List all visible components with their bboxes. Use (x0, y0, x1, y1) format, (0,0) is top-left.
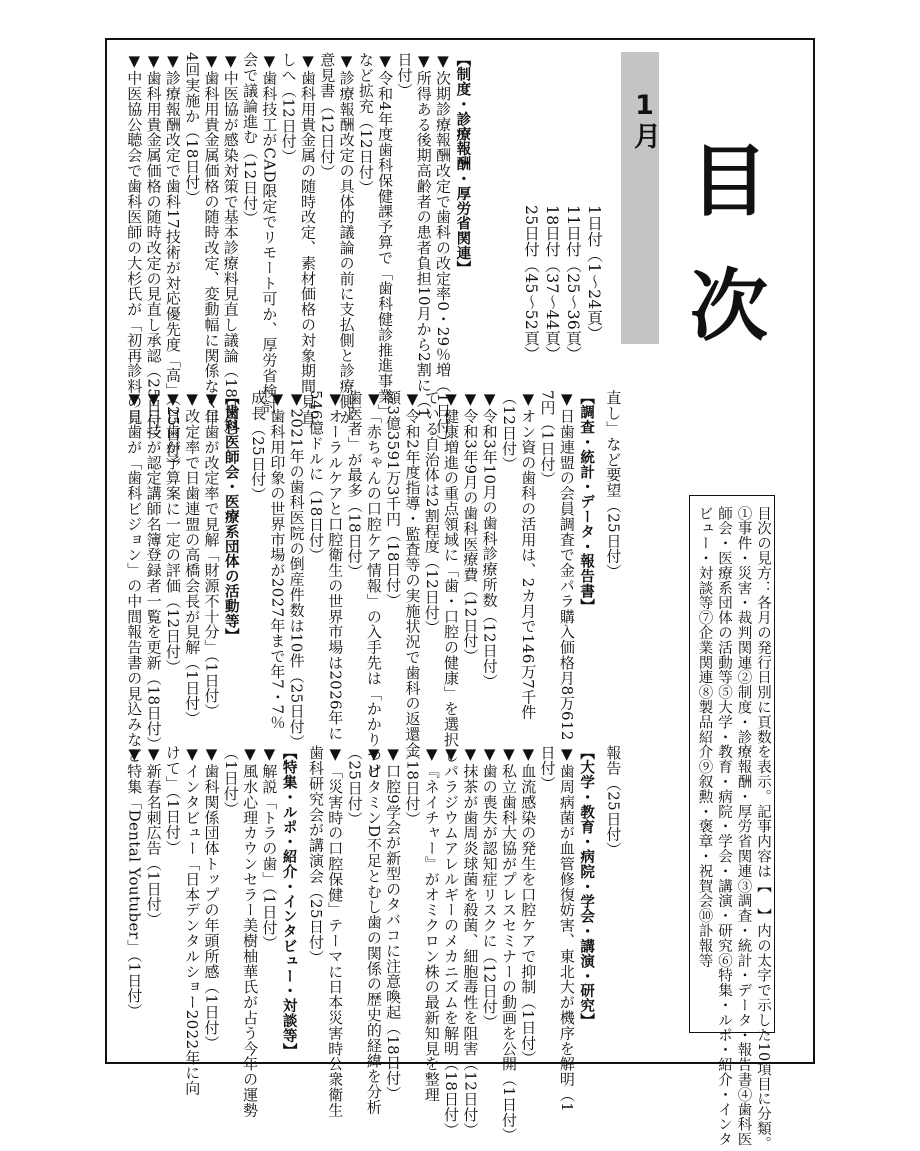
legend-line: ①事件・災害・裁判関連②制度・診療報酬・厚労省関連③調査・統計・データ・報告書④歯科医 (735, 506, 752, 1147)
section-middle (124, 390, 622, 778)
toc-item: ▼中医協が感染対策で基本診療料見直し議論（18日付） (221, 52, 240, 445)
toc-item: 歯医者」が最多（18日付） (345, 390, 364, 580)
toc-item: ▼血流感染の発生を口腔ケアで抑制（1日付） (519, 745, 538, 1066)
legend-line: 目次の見方：各月の発行日別に頁数を表示。記事内容は【 】内の太字で示した10項目に分類。 (755, 506, 771, 1151)
toc-item: ▼次期診療報酬改定で歯科の改定率0・29％増（1日付） (434, 52, 453, 449)
section-heading: 【大学・教育・病院・学会・講演・研究】 (578, 745, 595, 1029)
toc-item: ▼オーラルケアと口腔衛生の世界市場は2026年に (326, 390, 345, 741)
toc-item: ▼日歯連盟の会員調査で金パラ購入価格月8万612 (557, 390, 576, 741)
toc-item: ▼パラジウムアレルギーのメカニズムを解明（18日付） (442, 745, 461, 1138)
toc-item: ▼歯科用貴金属価格の随時改定、変動幅に関係なく年 (202, 52, 221, 425)
issue-item: 18日付（37～44頁） (543, 205, 561, 362)
toc-item: 意見書（12日付） (318, 52, 337, 180)
legend-line: ビュー・対談等⑦企業関連⑧製品紹介⑨叙勲・褒章・祝賀会⑩訃報等 (696, 506, 713, 968)
toc-item: ▼解説「トラの歯」（1日付） (260, 745, 279, 951)
toc-item: ▼診療報酬改定で歯科17技術が対応優先度「高」（25日付） (163, 52, 182, 473)
toc-item: ▼「赤ちゃんの口腔ケア情報」の入手先は「かかりつけ (364, 390, 383, 778)
toc-item: ▼ビタミンD不足とむし歯の関係の歴史的経緯を分析 (364, 745, 383, 1115)
toc-item: ▼診療報酬改定の具体的議論の前に支払側と診療側が (337, 52, 356, 425)
toc-item: 日付） (395, 52, 414, 99)
toc-item: ▼風水心理カウンセラー美樹柚華氏が占う今年の運勢 (241, 745, 260, 1118)
toc-item: ている自治体は2割程度（12日付） (422, 390, 441, 636)
toc-item: 546億ドルに（18日付） (306, 390, 325, 563)
toc-item: ▼口腔9学会が新型のタバコに注意喚起（18日付） (384, 745, 403, 1102)
toc-item: ▼日技が認定講師名簿登録者一覧を更新（18日付） (144, 390, 163, 752)
issue-item: 11日付（25～36頁） (564, 205, 582, 362)
toc-item: 会で議論進む（12日付） (241, 52, 260, 226)
legend-text (694, 506, 772, 1151)
toc-item: ▼中医協公聴会で歯科医師の大杉氏が「初再診料の見 (125, 52, 144, 425)
toc-item: ▼歯科関係団体トップの年頭所感（1日付） (202, 745, 221, 1051)
section-heading: 【特集・ルポ・紹介・インタビュー・対談等】 (280, 745, 297, 1058)
title-char-2: 次 (690, 262, 769, 352)
toc-item: 報告（25日付） (604, 745, 623, 858)
toc-item: ▼令和4年度歯科保健課予算で「歯科健診推進事業」 (376, 52, 395, 420)
issue-item: 25日付（45～52頁） (522, 205, 540, 362)
toc-item: など拡充（12日付） (356, 52, 375, 196)
section-heading: 【制度・診療報酬・厚労省関連】 (454, 52, 471, 276)
toc-item: （12日付） (499, 390, 518, 472)
toc-item: 成長（25日付） (249, 390, 268, 503)
toc-item: ▼歯科用印象の世界市場が2027年まで年7・7％ (268, 390, 287, 730)
toc-item: ▼歯科用貴金属の随時改定、素材価格の対象期間見直 (298, 52, 317, 425)
toc-item: 7円（1日付） (538, 390, 557, 487)
legend-line: 師会・医療系団体の活動等⑤大学・教育・病院・学会・講演・研究⑥特集・ルポ・紹介・インタ (716, 506, 732, 1147)
toc-item: ▼令和3年10月の歯科診療所数（12日付） (480, 390, 499, 690)
toc-item: ▼2021年の歯科医院の倒産件数は10件（25日付） (287, 390, 306, 750)
toc-item: ▼日歯が「歯科ビジョン」の中間報告書の見込みなど (125, 390, 144, 763)
toc-item: 4回実施か（18日付） (183, 52, 202, 206)
toc-item: ▼令和2年度指導・監査等の実施状況で歯科の返還金 (403, 390, 422, 758)
section-bottom (124, 745, 622, 1143)
issue-list (520, 205, 604, 362)
toc-item: 日付） (538, 745, 557, 792)
toc-item: ▼改定率で日歯連盟の高橋会長が見解（1日付） (183, 390, 202, 727)
toc-item: けて」（1日付） (163, 745, 182, 856)
toc-item: ▼『ネイチャー』がオミクロン株の最新知見を整理 (422, 745, 441, 1103)
toc-item: （18日付） (403, 745, 422, 827)
issue-item: 1日付（1～24頁） (585, 205, 603, 342)
toc-item: （1日付） (221, 745, 240, 817)
toc-item: ▼新春名刺広告（1日付） (144, 745, 163, 928)
month-label: 1月 (629, 90, 660, 150)
section-heading: 【調査・統計・データ・報告書】 (578, 390, 595, 614)
toc-item: ▼歯科用貴金属価格の随時改定の見直し承認（25日付） (144, 52, 163, 445)
toc-item: ▼健康増進の重点領域に「歯・口腔の健康」を選択し (442, 390, 461, 763)
toc-item: 額3億3591万3千円（18日付） (384, 390, 403, 609)
toc-item: しへ（12日付） (279, 52, 298, 165)
toc-item: 直し」など要望（25日付） (604, 390, 623, 580)
toc-item: ▼歯科技工がCAD限定でリモート可か、厚労省検討 (260, 52, 279, 414)
title-char-1: 目 (690, 137, 769, 227)
toc-item: ▼日歯が予算案に一定の評価（12日付） (163, 390, 182, 675)
toc-item: ▼私立歯科大協がプレスセミナーの動画を公開（1日付） (499, 745, 518, 1143)
toc-item: （25日付） (345, 745, 364, 827)
toc-item: ▼オン資の歯科の活用は、2カ月で146万7千件 (519, 390, 538, 720)
toc-item: ▼インタビュー「日本デンタルショー2022年に向 (183, 745, 202, 1096)
toc-item: ▼歯の喪失が認知症リスクに（12日付） (480, 745, 499, 1030)
toc-item: ▼令和3年9月の歯科医療費（12日付） (461, 390, 480, 664)
toc-item: ▼抹茶が歯周炎球菌を殺菌、細胞毒性を阻害（12日付） (461, 745, 480, 1138)
toc-item: ▼日歯が改定率で見解「財源不十分」（1日付） (202, 390, 221, 719)
toc-item: ▼特集「Dental Youtuber」（1日付） (125, 745, 144, 1019)
toc-item: 歯科研究会が講演会（25日付） (306, 745, 325, 966)
toc-item: ▼歯周病菌が血管修復妨害、東北大が機序を解明（1 (557, 745, 576, 1113)
toc-item: ▼所得ある後期高齢者の患者負担10月から2割に（1 (414, 52, 433, 419)
toc-item: ▼「災害時の口腔保健」テーマに日本災害時公衆衛生 (326, 745, 345, 1118)
section-heading: 【歯科医師会・医療系団体の活動等】 (222, 390, 239, 644)
